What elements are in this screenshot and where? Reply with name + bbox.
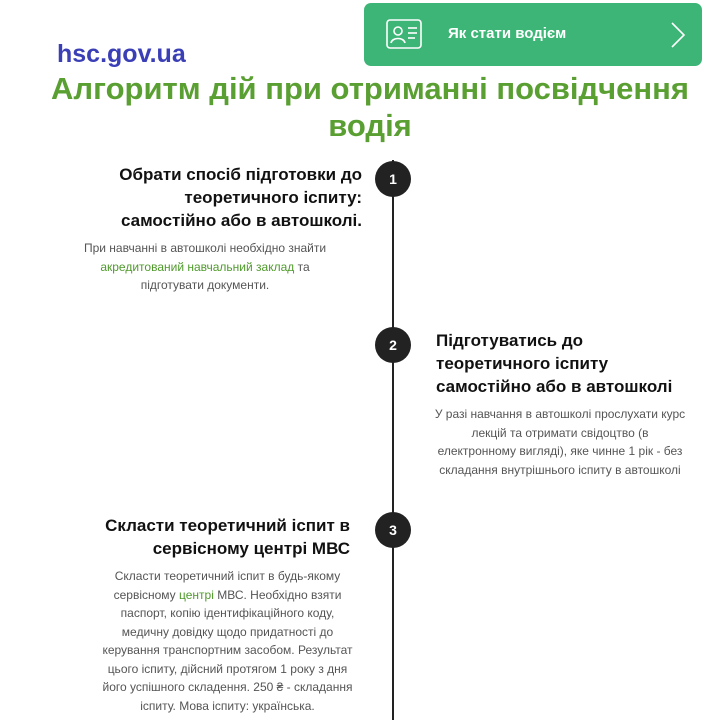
site-link[interactable]: hsc.gov.ua <box>57 40 186 68</box>
driver-license-icon <box>386 19 422 49</box>
step-2-text: У разі навчання в автошколі прослухати курс лекцій та отримати свідоцтво (в електронному вигляді), яке чинне 1 рік - без складання внутрішнього іспиту в автошколі <box>434 407 686 477</box>
step-3-text: Скласти теоретичний іспит в будь-якому сервісному центрі МВС. Необхідно взяти паспорт, копію ідентифікаційного коду, медичну довідку щодо придатності до керування транспортним засобом. Результат цього іспиту, дійсний протягом 1 року з дня його успішного складення. 250 ₴ - складання іспиту. Мова іспиту: українська. <box>102 569 353 713</box>
step-1-text: При навчанні в автошколі необхідно знайти акредитований навчальний заклад та підготувати документи. <box>83 241 327 292</box>
cta-label: Як стати водієм <box>448 25 567 42</box>
step-1-number: 1 <box>375 161 411 197</box>
service-center-link[interactable]: центрі <box>179 587 214 602</box>
how-to-become-driver-button[interactable] <box>364 3 702 66</box>
chevron-right-icon <box>670 21 686 49</box>
step-1-title: Обрати спосіб підготовки до теоретичного іспиту: самостійно або в автошколі. <box>119 165 362 230</box>
step-2-title: Підготуватись до теоретичного іспиту самостійно або в автошколі <box>436 331 673 396</box>
step-3-number: 3 <box>375 512 411 548</box>
step-2-number: 2 <box>375 327 411 363</box>
accredited-school-link[interactable]: акредитований навчальний заклад <box>100 259 295 274</box>
step-3-title: Скласти теоретичний іспит в сервісному центрі МВС <box>105 516 350 558</box>
timeline-line <box>392 160 394 720</box>
page-title: Алгоритм дій при отриманні посвідчення водія <box>51 71 689 143</box>
